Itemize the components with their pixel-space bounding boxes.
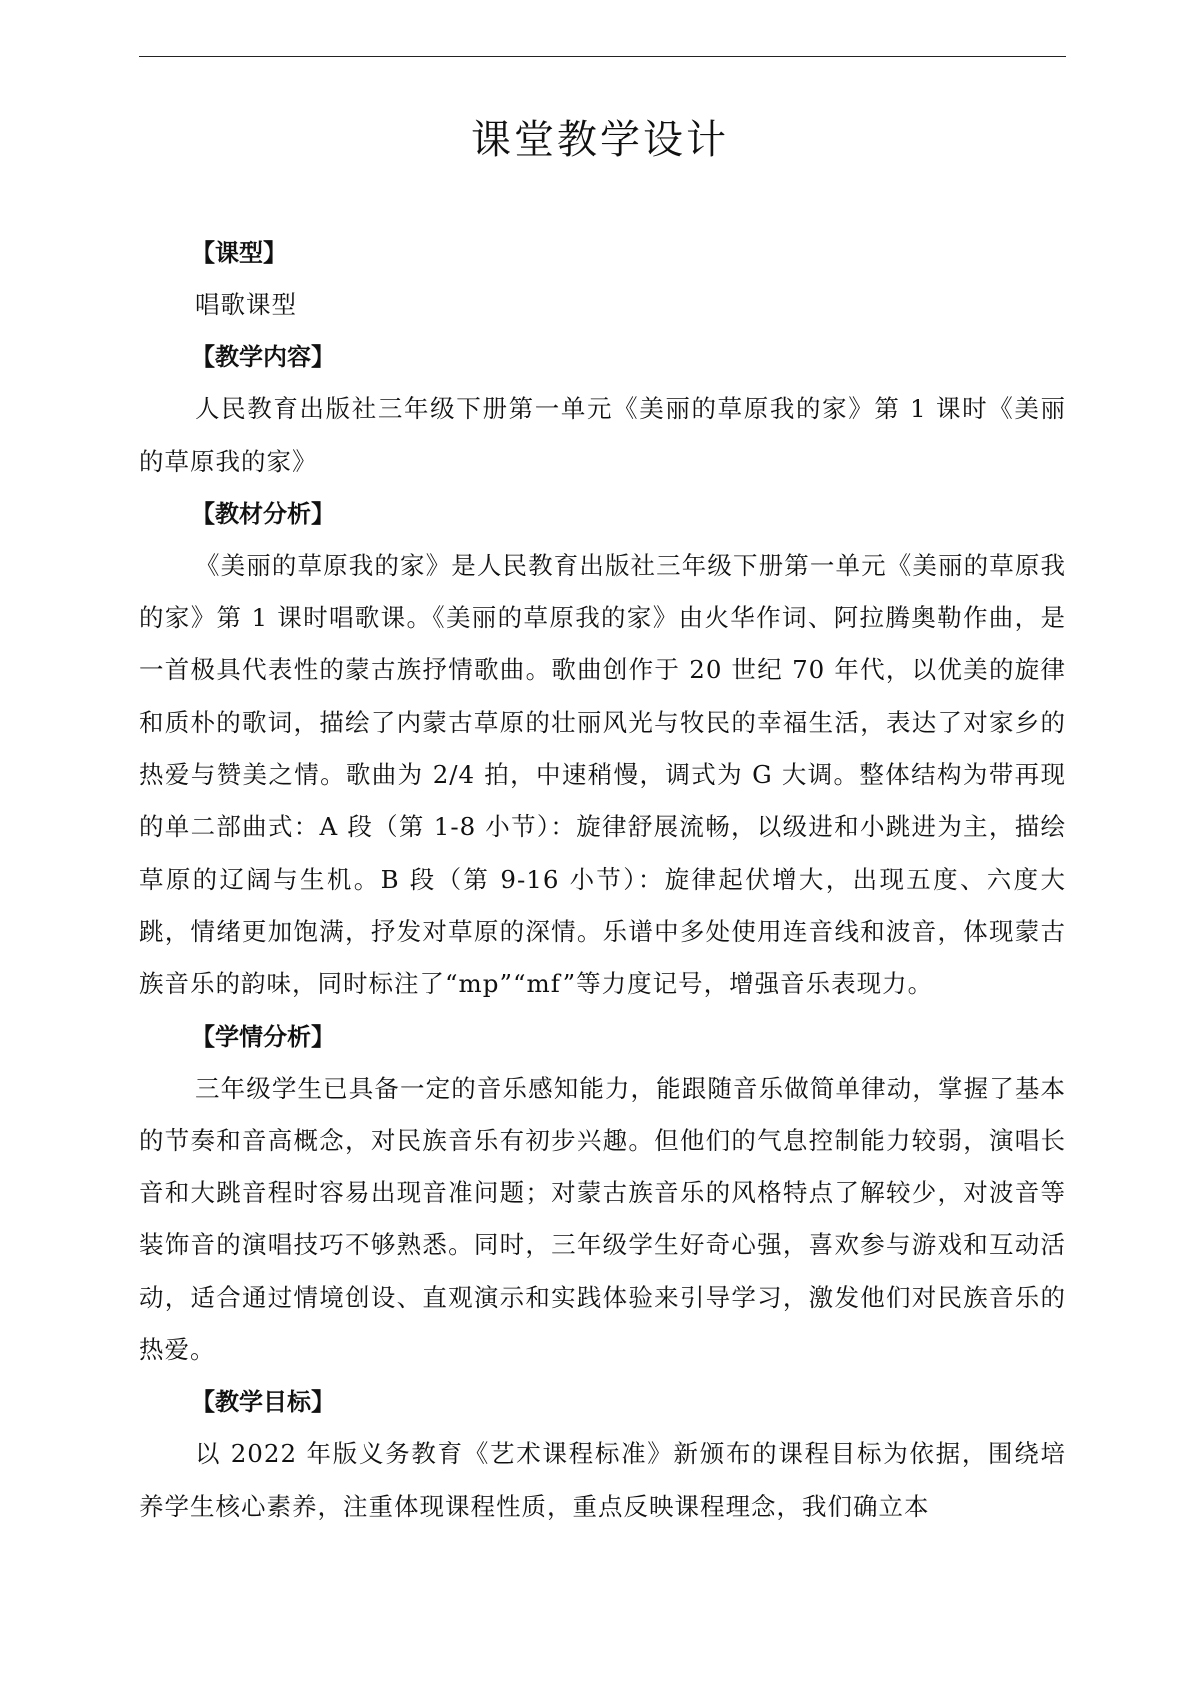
section-paragraph: 以 2022 年版义务教育《艺术课程标准》新颁布的课程目标为依据，围绕培养学生核心素养，注重体现课程性质，重点反映课程理念，我们确立本: [139, 1439, 1066, 1521]
section-heading: 【教学目标】: [191, 1388, 335, 1417]
header-rule: [139, 56, 1066, 57]
section-textbook-analysis: [139, 488, 1066, 1011]
section-teaching-content: [139, 331, 1066, 488]
section-heading: 【课型】: [191, 239, 287, 267]
section-paragraph: 《美丽的草原我的家》是人民教育出版社三年级下册第一单元《美丽的草原我的家》第 1 课时唱歌课。《美丽的草原我的家》由火华作词、阿拉腾奥勒作曲，是一首极具代表性的蒙古族抒情歌曲。歌曲创作于 20 世纪 70 年代，以优美的旋律和质朴的歌词，描绘了内蒙古草原的壮丽风光与牧民的幸福生活，表达了对家乡的热爱与赞美之情。歌曲为 2/4 拍，中速稍慢，调式为 G 大调。整体结构为带再现的单二部曲式：A 段（第 1-8 小节）：旋律舒展流畅，以级进和小跳进为主，描绘草原的辽阔与生机。B 段（第 9-16 小节）：旋律起伏增大，出现五度、六度大跳，情绪更加饱满，抒发对草原的深情。乐谱中多处使用连音线和波音，体现蒙古族音乐的韵味，同时标注了“mp”“mf”等力度记号，增强音乐表现力。: [139, 550, 1066, 999]
section-student-analysis: [139, 1011, 1066, 1377]
section-paragraph: 人民教育出版社三年级下册第一单元《美丽的草原我的家》第 1 课时《美丽的草原我的家》: [139, 394, 1066, 476]
document-body: [139, 227, 1066, 1533]
section-heading: 【学情分析】: [191, 1022, 335, 1051]
section-heading: 【教学内容】: [191, 343, 335, 372]
section-teaching-objectives: [139, 1376, 1066, 1533]
document-title: 课堂教学设计: [471, 117, 729, 163]
section-lesson-type: [139, 227, 1066, 331]
section-paragraph: 三年级学生已具备一定的音乐感知能力，能跟随音乐做简单律动，掌握了基本的节奏和音高概念，对民族音乐有初步兴趣。但他们的气息控制能力较弱，演唱长音和大跳音程时容易出现音准问题；对蒙古族音乐的风格特点了解较少，对波音等装饰音的演唱技巧不够熟悉。同时，三年级学生好奇心强，喜欢参与游戏和互动活动，适合通过情境创设、直观演示和实践体验来引导学习，激发他们对民族音乐的热爱。: [139, 1073, 1066, 1365]
section-heading: 【教材分析】: [191, 499, 335, 528]
section-paragraph: 唱歌课型: [195, 290, 297, 319]
